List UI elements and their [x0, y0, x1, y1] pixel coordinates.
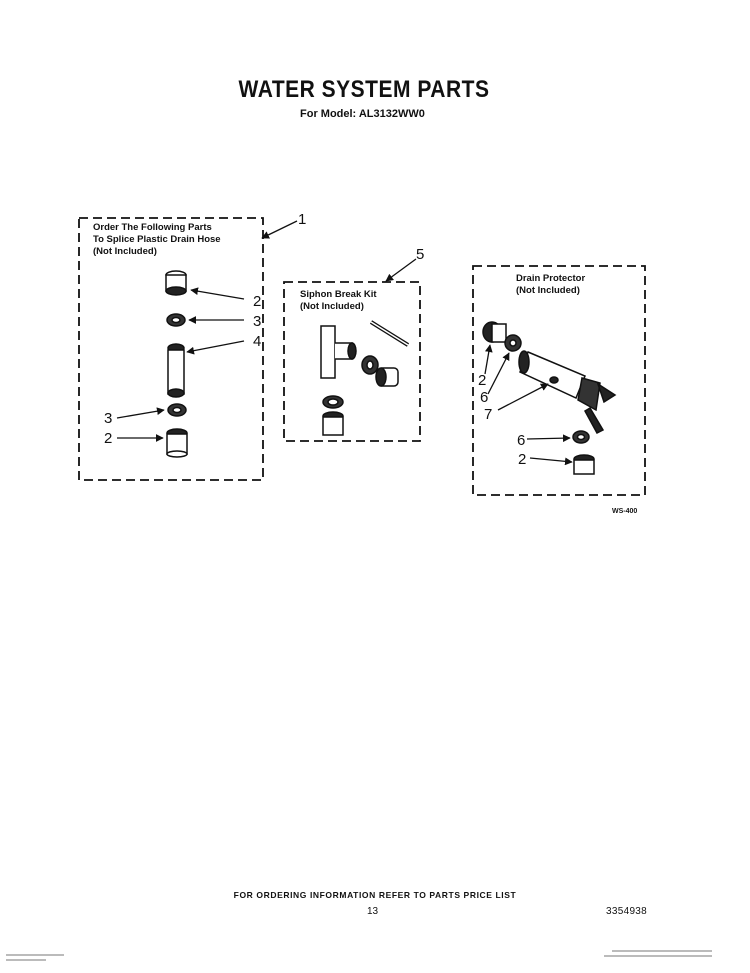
- splice-tube: [168, 344, 184, 397]
- leader-1: [262, 221, 297, 238]
- diagram-code: WS-400: [612, 508, 638, 515]
- callout-left-4: 4: [253, 333, 262, 350]
- siphon-break-parts: [321, 322, 408, 435]
- callout-left-2-top: 2: [253, 293, 262, 310]
- hose-connector-top: [166, 271, 186, 295]
- hose-connector-bottom: [167, 429, 187, 457]
- callout-right-6-top: 6: [480, 389, 489, 406]
- leader-left-4: [187, 341, 244, 352]
- callout-1: 1: [298, 211, 307, 228]
- page-title: WATER SYSTEM PARTS: [238, 76, 490, 103]
- clamp-top: [167, 314, 185, 326]
- clamp-bottom: [168, 404, 186, 416]
- kit-5-box: [284, 282, 420, 441]
- callout-right-2-bottom: 2: [518, 451, 527, 468]
- callout-right-7: 7: [484, 406, 493, 423]
- leader-left-2-top: [191, 290, 244, 299]
- drain-protector-parts: [483, 322, 615, 474]
- callout-left-3-top: 3: [253, 313, 262, 330]
- page-number: 13: [367, 906, 379, 917]
- drain-protector-label: Drain Protector (Not Included): [516, 273, 586, 296]
- kit-5-label: Siphon Break Kit (Not Included): [300, 289, 377, 312]
- leader-5: [386, 259, 416, 281]
- kit-1-label: Order The Following Parts To Splice Plastic Drain Hose (Not Included): [93, 222, 221, 257]
- callout-5: 5: [416, 246, 425, 263]
- part-number: 3354938: [606, 906, 648, 917]
- leader-left-3-bottom: [117, 410, 164, 418]
- leader-right-2-top: [485, 345, 490, 374]
- callout-left-2-bottom: 2: [104, 430, 113, 447]
- callout-right-6-bottom: 6: [517, 432, 526, 449]
- leader-right-7: [498, 384, 548, 410]
- leader-right-2-bottom: [530, 458, 572, 462]
- callout-left-3-bottom: 3: [104, 410, 113, 427]
- leader-right-6-top: [488, 353, 509, 394]
- leader-right-6-bottom: [527, 438, 570, 439]
- model-line: For Model: AL3132WW0: [300, 108, 425, 120]
- fine-print-marks: [0, 945, 750, 973]
- callout-right-2-top: 2: [478, 372, 487, 389]
- ordering-note: FOR ORDERING INFORMATION REFER TO PARTS PRICE LIST: [233, 890, 517, 900]
